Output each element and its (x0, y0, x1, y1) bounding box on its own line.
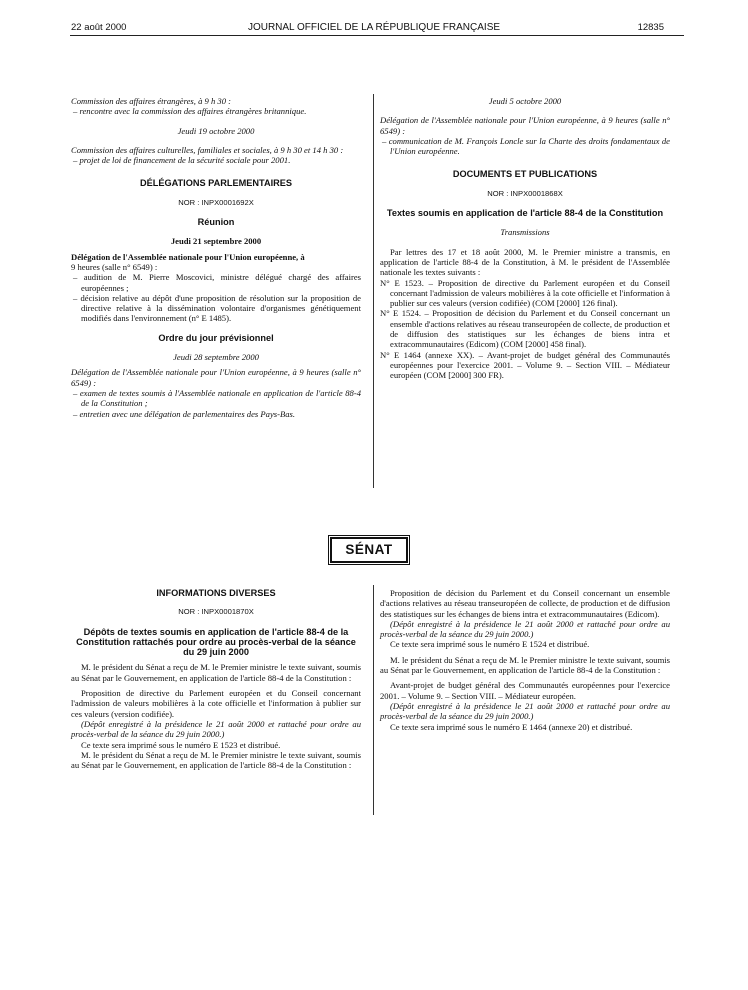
agenda-item: – décision relative au dépôt d'une proposition de résolution sur la proposition de directive relative à la dissémination volontaire d'organismes génétiquement modifiés dans l'environnement (n° E 1485). (73, 292, 361, 324)
body-paragraph: M. le président du Sénat a reçu de M. le Premier ministre le texte suivant, soumis au Sénat par le Gouvernement, en application de l'article 88-4 de la Constitution : (71, 749, 361, 771)
ordre-du-jour-heading: Ordre du jour prévisionnel (158, 332, 274, 343)
document-entry: N° E 1523. – Proposition de directive du Parlement européen et du Conseil concernant l'admission de valeurs mobilières à la cote officielle et l'information à publier sur ces valeurs (version codifiée) (COM [2000] 126 final). (380, 277, 670, 309)
depot-note: (Dépôt enregistré à la présidence le 21 août 2000 et rattaché pour ordre au procès-verbal de la séance du 29 juin 2000.) (380, 618, 670, 640)
header-rule (70, 35, 684, 36)
column-divider-top (373, 94, 374, 488)
body-paragraph: Avant-projet de budget général des Communautés européennes pour l'exercice 2001. – Volume 9. – Section VIII. – Médiateur européen. (380, 680, 670, 701)
senat-banner: SÉNAT (330, 537, 408, 563)
nor-reference: NOR : INPX0001868X (487, 188, 563, 198)
depot-note: (Dépôt enregistré à la présidence le 21 août 2000 et rattaché pour ordre au procès-verbal de la séance du 29 juin 2000.) (71, 718, 361, 740)
delegation-time: 9 heures (salle n° 6549) : (71, 261, 158, 272)
date-heading: Jeudi 28 septembre 2000 (173, 352, 259, 363)
header-date: 22 août 2000 (71, 22, 127, 33)
page-number: 12835 (637, 22, 664, 33)
section-heading-delegations: DÉLÉGATIONS PARLEMENTAIRES (139, 178, 293, 189)
top-left-column (71, 96, 361, 419)
agenda-item: – rencontre avec la commission des affaires étrangères britannique. (73, 106, 307, 117)
delegation-lead (71, 252, 361, 273)
body-paragraph: Ce texte sera imprimé sous le numéro E 1464 (annexe 20) et distribué. (390, 721, 633, 732)
body-paragraph: Ce texte sera imprimé sous le numéro E 1523 et distribué. (81, 739, 281, 750)
document-entry: N° E 1524. – Proposition de décision du Parlement et du Conseil concernant un ensemble d'actions relatives au réseau transeuropéen de collecte, de production et de diffusion des statistiques sur les échanges de biens intra et extracommunautaires (Edicom) (COM [2000] 458 final). (380, 308, 671, 350)
section-heading-informations: INFORMATIONS DIVERSES (156, 588, 276, 598)
date-heading: Jeudi 19 octobre 2000 (177, 125, 255, 136)
reunion-heading: Réunion (197, 217, 235, 228)
bottom-left-column (71, 588, 361, 770)
agenda-item: – projet de loi de financement de la sécurité sociale pour 2001. (73, 155, 291, 166)
depots-heading: Dépôts de textes soumis en application de l'article 88-4 de la Constitution rattachés pour ordre au procès-verbal de la séance du 29 juin 2000 (76, 626, 356, 658)
document-entry: N° E 1464 (annexe XX). – Avant-projet de budget général des Communautés européennes pour l'exercice 2001. – Volume 9. – Section VIII. – Médiateur européen (COM [2000] 300 FR). (380, 349, 670, 381)
bottom-right-column (380, 588, 670, 732)
transmission-intro: Par lettres des 17 et 18 août 2000, M. le Premier ministre a transmis, en application de l'article 88-4 de la Constitution, à M. le président de l'Assemblée nationale les textes suivants : (380, 246, 670, 278)
section-heading-documents: DOCUMENTS ET PUBLICATIONS (452, 169, 598, 180)
depot-note: (Dépôt enregistré à la présidence le 21 août 2000 et rattaché pour ordre au procès-verbal de la séance du 29 juin 2000.) (380, 700, 670, 722)
body-paragraph: M. le président du Sénat a reçu de M. le Premier ministre le texte suivant, soumis au Sénat par le Gouvernement, en application de l'article 88-4 de la Constitution : (71, 662, 361, 683)
transmissions-heading: Transmissions (500, 227, 550, 238)
body-paragraph: M. le président du Sénat a reçu de M. le Premier ministre le texte suivant, soumis au Sénat par le Gouvernement, en application de l'article 88-4 de la Constitution : (380, 654, 670, 676)
agenda-item: – entretien avec une délégation de parlementaires des Pays-Bas. (73, 408, 296, 419)
column-divider-bottom (373, 585, 374, 815)
delegation-lead: Délégation de l'Assemblée nationale pour l'Union européenne, à 9 heures (salle n° 6549) : (380, 115, 670, 136)
agenda-item: – audition de M. Pierre Moscovici, ministre délégué chargé des affaires européennes ; (73, 272, 361, 293)
nor-reference: NOR : INPX0001870X (178, 607, 254, 617)
body-paragraph: Proposition de décision du Parlement et du Conseil concernant un ensemble d'actions relatives au réseau transeuropéen de collecte, de production et de diffusion des statistiques sur les échanges de biens intra et extracommunautaires (Edicom). (380, 588, 670, 619)
nor-reference: NOR : INPX0001692X (178, 197, 254, 207)
top-right-column (380, 96, 670, 381)
delegation-lead: Délégation de l'Assemblée nationale pour l'Union européenne, à 9 heures (salle n° 6549) : (71, 367, 361, 388)
agenda-item: – examen de textes soumis à l'Assemblée nationale en application de l'article 88-4 de la Constitution ; (73, 387, 361, 409)
agenda-item: – communication de M. François Loncle sur la Charte des droits fondamentaux de l'Union européenne. (382, 135, 670, 157)
date-heading: Jeudi 5 octobre 2000 (488, 96, 562, 106)
date-heading: Jeudi 21 septembre 2000 (170, 236, 262, 247)
commission-etrangeres: Commission des affaires étrangères, à 9 h 30 : (71, 96, 232, 106)
textes-soumis-heading: Textes soumis en application de l'article 88-4 de la Constitution (386, 208, 664, 219)
delegation-name: Délégation de l'Assemblée nationale pour l'Union européenne, à (71, 251, 305, 262)
journal-title: JOURNAL OFFICIEL DE LA RÉPUBLIQUE FRANÇAISE (247, 22, 501, 33)
body-paragraph: Proposition de directive du Parlement européen et du Conseil concernant l'admission de valeurs mobilières à la cote officielle et l'information à publier sur ces valeurs (version codifiée). (71, 688, 361, 719)
commission-culturelles: Commission des affaires culturelles, familiales et sociales, à 9 h 30 et 14 h 30 : (71, 144, 344, 155)
body-paragraph: Ce texte sera imprimé sous le numéro E 1524 et distribué. (390, 639, 590, 650)
